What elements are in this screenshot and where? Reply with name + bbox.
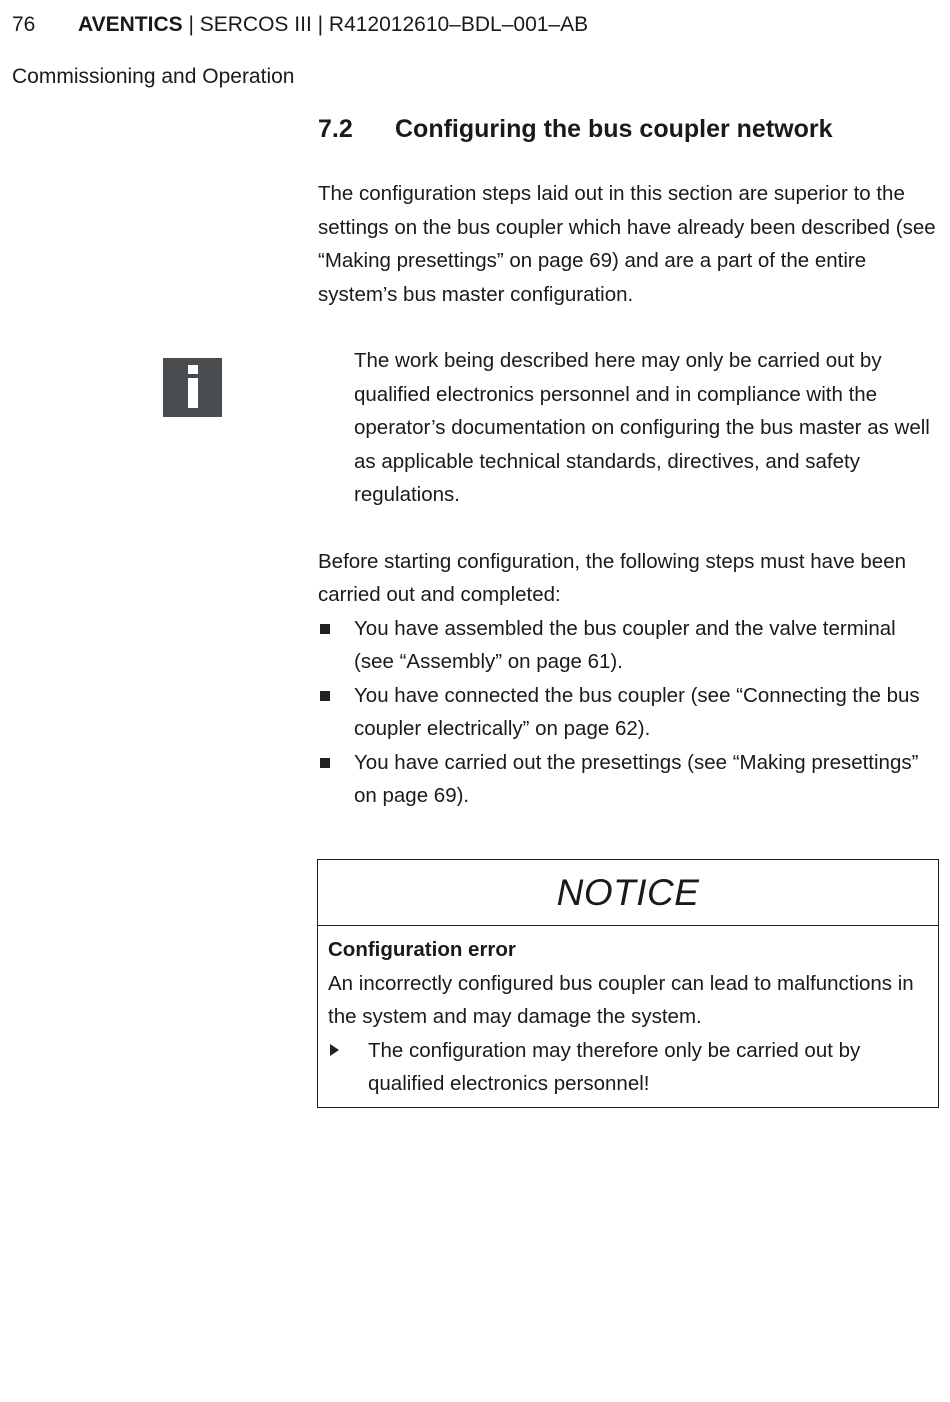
page-number: 76 [12, 13, 36, 36]
running-header [12, 10, 588, 40]
info-icon [163, 358, 222, 417]
section-number: 7.2 [318, 115, 353, 143]
list-item-text: You have connected the bus coupler (see “Connecting the bus coupler electrically” on page 62). [354, 683, 920, 740]
notice-action [328, 1034, 928, 1101]
prerequisites-intro: Before starting configuration, the following steps must have been carried out and completed: [318, 549, 907, 606]
main-content [318, 112, 940, 813]
notice-body [318, 926, 938, 1101]
chapter-title: Commissioning and Operation [12, 65, 295, 88]
document-info: | SERCOS III | R412012610–BDL–001–AB [182, 13, 589, 36]
list-item [318, 612, 940, 679]
info-note-text: The work being described here may only be carried out by qualified electronics personnel and in compliance with the operator’s documentation on configuring the bus master as well as applicable technical standards, directives, and safety regulations. [354, 349, 930, 506]
list-item-text: You have assembled the bus coupler and the valve terminal (see “Assembly” on page 61). [354, 616, 896, 673]
intro-paragraph: The configuration steps laid out in this section are superior to the settings on the bus coupler which have already been described (see “Making presettings” on page 69) and are a part of the entire system’s bus master configuration. [318, 182, 936, 306]
info-icon-stem [188, 378, 198, 408]
info-icon-dot [188, 365, 198, 374]
square-bullet-icon [320, 758, 330, 768]
notice-title: Configuration error [328, 938, 516, 961]
prerequisites-list [318, 612, 940, 813]
notice-text: An incorrectly configured bus coupler can lead to malfunctions in the system and may damage the system. [328, 971, 914, 1028]
triangle-arrow-icon [330, 1044, 339, 1056]
notice-heading: NOTICE [318, 860, 938, 926]
list-item [318, 679, 940, 746]
notice-action-text: The configuration may therefore only be carried out by qualified electronics personnel! [368, 1038, 861, 1095]
section-title: Configuring the bus coupler network [395, 115, 833, 143]
square-bullet-icon [320, 691, 330, 701]
section-heading [318, 112, 940, 146]
square-bullet-icon [320, 624, 330, 634]
notice-box [317, 859, 939, 1108]
list-item [318, 746, 940, 813]
list-item-text: You have carried out the presettings (see “Making presettings” on page 69). [354, 750, 919, 807]
brand-name: AVENTICS [78, 13, 183, 36]
